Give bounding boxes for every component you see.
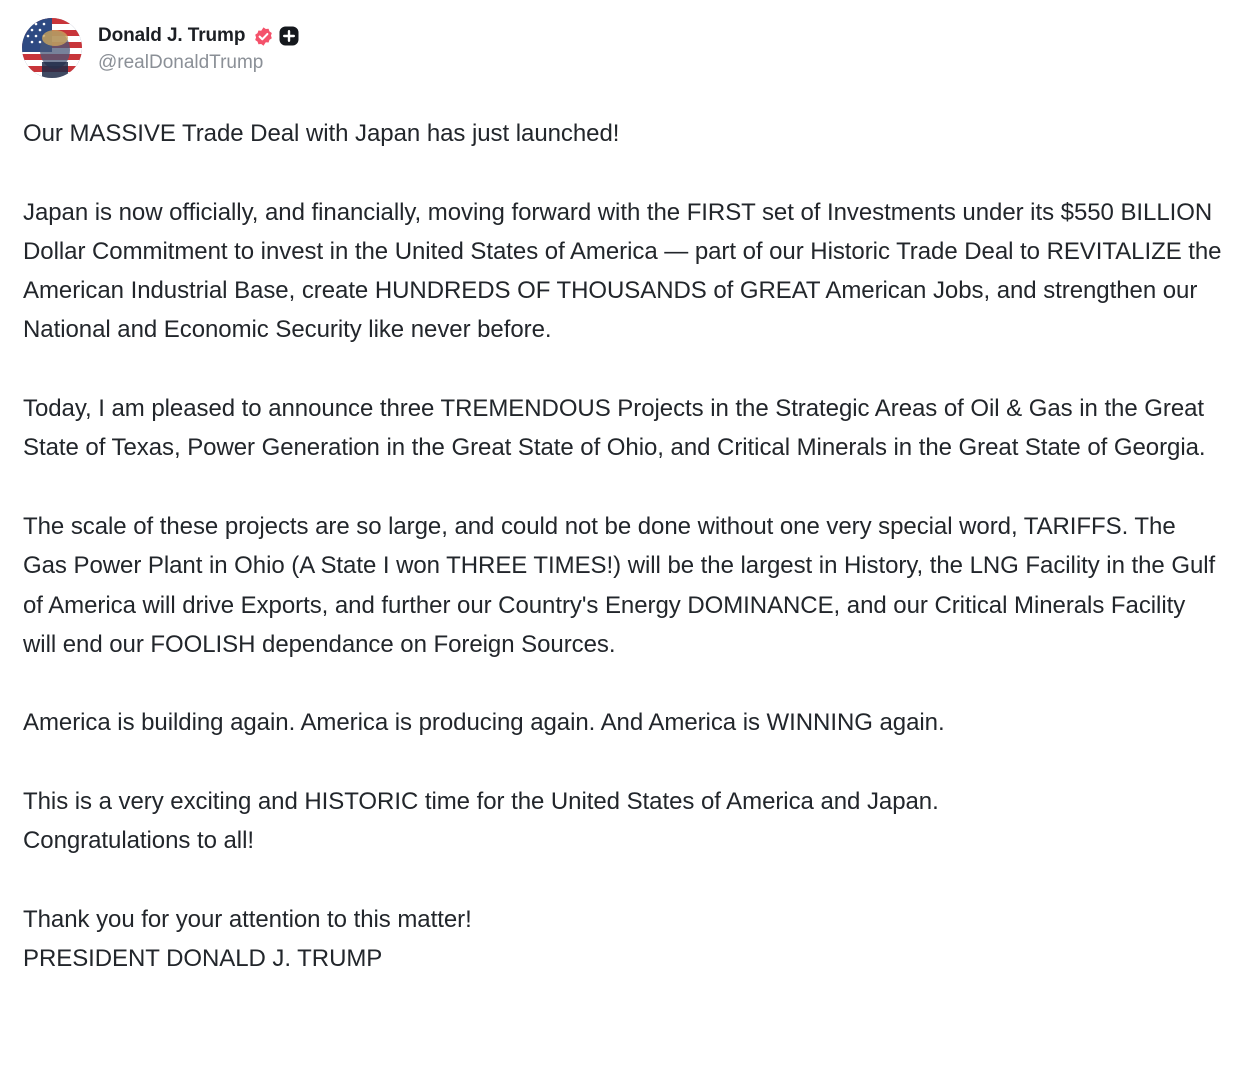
verified-badge-icon bbox=[253, 26, 274, 47]
post-paragraph: Japan is now officially, and financially, moving forward with the FIRST set of Investments under its $550 BILLION Dollar Commitment to invest in the United States of America — part of our Historic Trade Deal to REVITALIZE the American Industrial Base, create HUNDREDS OF THOUSANDS of GREAT American Jobs, and strengthen our National and Economic Security like never before. bbox=[23, 198, 1222, 344]
flag-portrait-avatar-icon bbox=[22, 18, 82, 78]
post-paragraph: Our MASSIVE Trade Deal with Japan has just launched! bbox=[23, 120, 620, 147]
post-paragraph: America is building again. America is producing again. And America is WINNING again. bbox=[23, 709, 945, 737]
post-signoff: Thank you for your attention to this matter! PRESIDENT DONALD J. TRUMP bbox=[23, 905, 472, 973]
avatar[interactable] bbox=[22, 18, 82, 78]
handle[interactable]: @realDonaldTrump bbox=[98, 52, 264, 73]
plus-badge-icon bbox=[279, 26, 299, 46]
post-paragraph: The scale of these projects are so large, and could not be done without one very special word, TARIFFS. The Gas Power Plant in Ohio (A State I won THREE TIMES!) will be the largest in History, the LNG Facility in the Gulf of America will drive Exports, and further our Country's Energy DOMINANCE, and our Critical Minerals Facility will end our FOOLISH dependance on Foreign Sources. bbox=[23, 512, 1216, 658]
post-paragraph: This is a very exciting and HISTORIC time for the United States of America and Japan. Congratulations to all! bbox=[23, 788, 939, 855]
display-name[interactable]: Donald J. Trump bbox=[98, 25, 246, 46]
name-row bbox=[98, 23, 299, 49]
author-info bbox=[98, 23, 299, 74]
post-header bbox=[22, 18, 299, 80]
post-body bbox=[23, 114, 1223, 979]
post-paragraph: Today, I am pleased to announce three TREMENDOUS Projects in the Strategic Areas of Oil & Gas in the Great State of Texas, Power Generation in the Great State of Ohio, and Critical Minerals in the Great State of Georgia. bbox=[23, 395, 1206, 462]
